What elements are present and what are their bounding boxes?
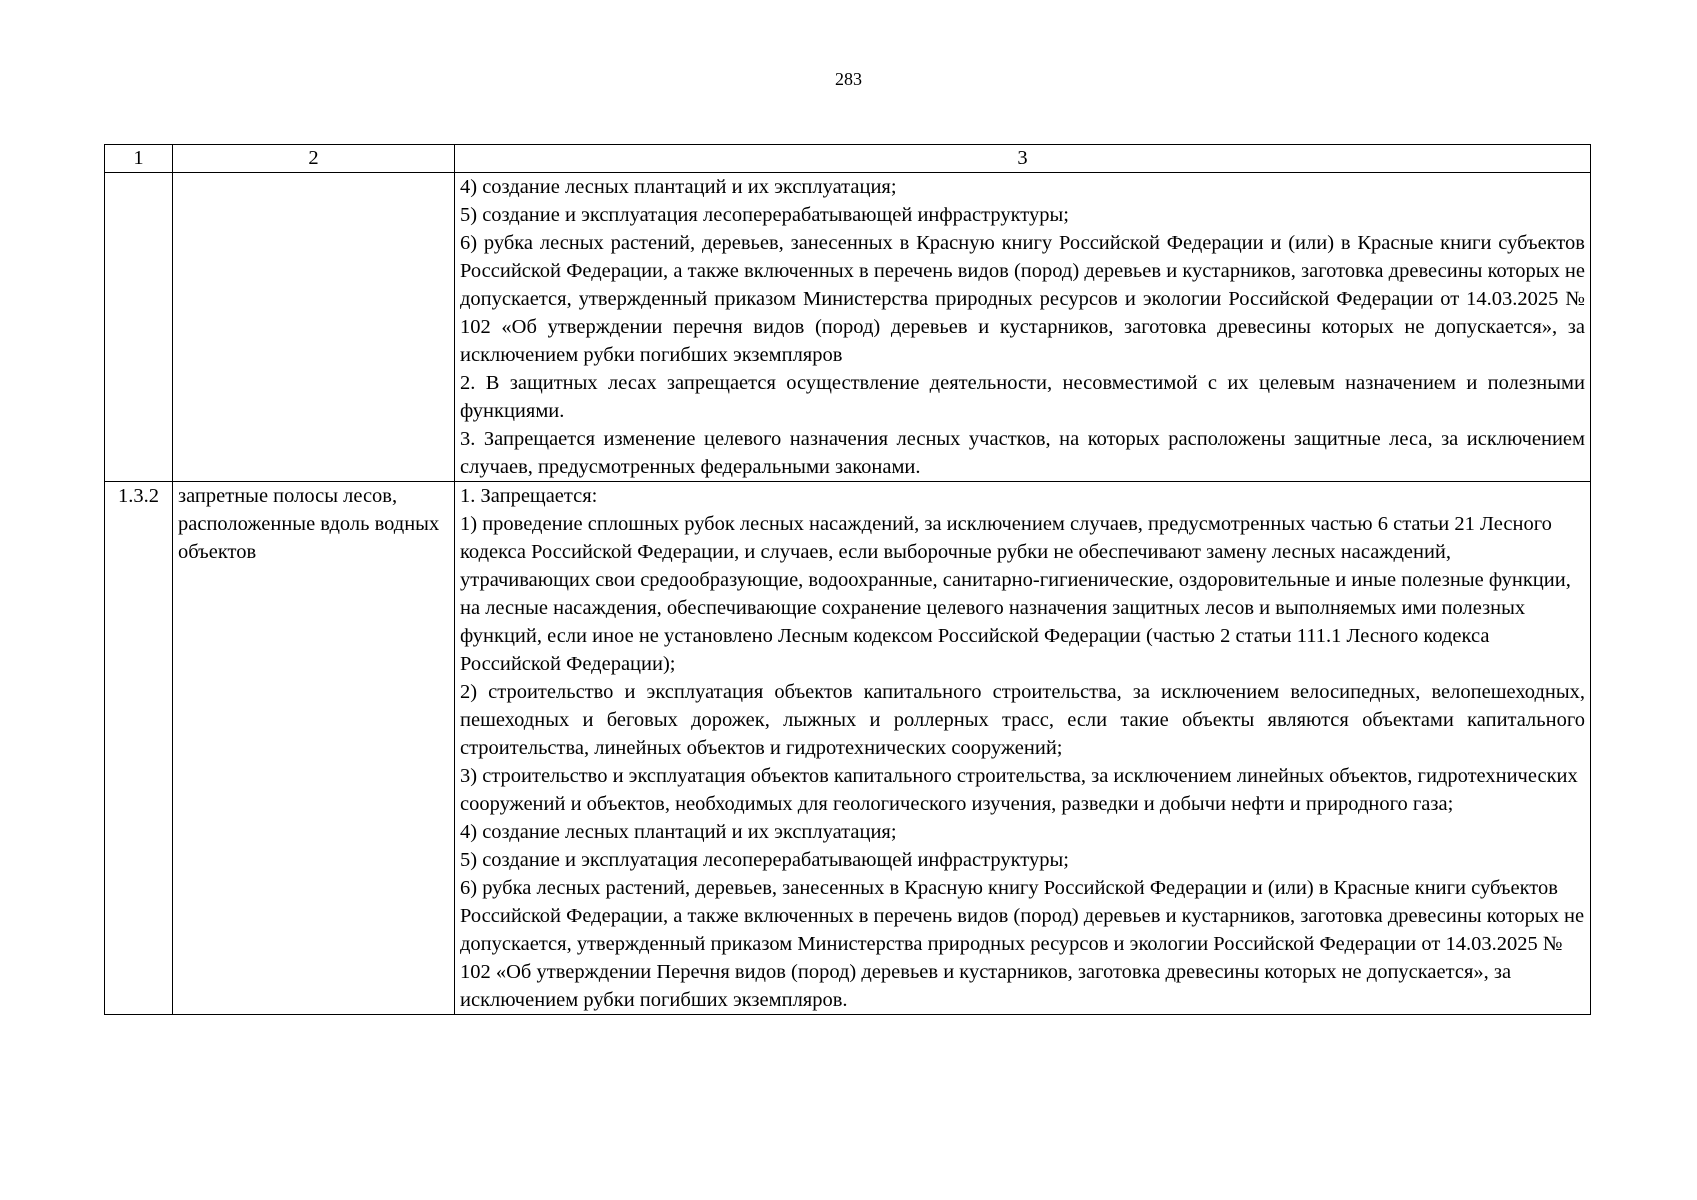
table-row bbox=[105, 482, 1591, 1015]
zone-name-cell bbox=[173, 173, 455, 482]
restriction-paragraph: 5) создание и эксплуатация лесоперерабатывающей инфраструктуры; bbox=[460, 849, 1069, 871]
restrictions-cell bbox=[455, 482, 1591, 1015]
table-row bbox=[105, 173, 1591, 482]
restriction-paragraph: 4) создание лесных плантаций и их эксплуатация; bbox=[460, 821, 897, 843]
restriction-paragraph: 5) создание и эксплуатация лесоперерабатывающей инфраструктуры; bbox=[460, 204, 1069, 226]
row-number-cell: 1.3.2 bbox=[105, 482, 173, 1015]
restriction-paragraph: 6) рубка лесных растений, деревьев, занесенных в Красную книгу Российской Федерации и (или) в Красные книги субъектов Российской Федерации, а также включенных в перечень видов (пород) деревьев и кустарников, заготовка древесины которых не допускается, утвержденный приказом Министерства природных ресурсов и экологии Российской Федерации от 14.03.2025 № 102 «Об утверждении Перечня видов (пород) деревьев и кустарников, заготовка древесины которых не допускается», за исключением рубки погибших экземпляров. bbox=[460, 877, 1585, 1011]
restriction-paragraph: 1) проведение сплошных рубок лесных насаждений, за исключением случаев, предусмотренных частью 6 статьи 21 Лесного кодекса Российской Федерации, и случаев, если выборочные рубки не обеспечивают замену лесных насаждений, утрачивающих свои средообразующие, водоохранные, санитарно-гигиенические, оздоровительные и иные полезные функции, на лесные насаждения, обеспечивающие сохранение целевого назначения защитных лесов и выполняемых ими полезных функций, если иное не установлено Лесным кодексом Российской Федерации (частью 2 статьи 111.1 Лесного кодекса Российской Федерации); bbox=[460, 513, 1571, 675]
restriction-paragraph: 3) строительство и эксплуатация объектов капитального строительства, за исключением линейных объектов, гидротехнических сооружений и объектов, необходимых для геологического изучения, разведки и добычи нефти и природного газа; bbox=[460, 765, 1578, 815]
row-number-cell bbox=[105, 173, 173, 482]
restriction-paragraph: 6) рубка лесных растений, деревьев, занесенных в Красную книгу Российской Федерации и (или) в Красные книги субъектов Российской Федерации, а также включенных в перечень видов (пород) деревьев и кустарников, заготовка древесины которых не допускается, утвержденный приказом Министерства природных ресурсов и экологии Российской Федерации от 14.03.2025 № 102 «Об утверждении перечня видов (пород) деревьев и кустарников, заготовка древесины которых не допускается», за исключением рубки погибших экземпляров bbox=[460, 232, 1585, 366]
restriction-paragraph: 1. Запрещается: bbox=[460, 485, 598, 507]
column-header: 3 bbox=[455, 145, 1591, 173]
restriction-paragraph: 2) строительство и эксплуатация объектов капитального строительства, за исключением велосипедных, велопешеходных, пешеходных и беговых дорожек, лыжных и роллерных трасс, если такие объекты являются объектами капитального строительства, линейных объектов и гидротехнических сооружений; bbox=[460, 681, 1585, 759]
restriction-paragraph: 2. В защитных лесах запрещается осуществление деятельности, несовместимой с их целевым назначением и полезными функциями. bbox=[460, 372, 1585, 422]
restrictions-cell bbox=[455, 173, 1591, 482]
table-header-row bbox=[105, 145, 1591, 173]
regulations-table bbox=[104, 144, 1591, 1015]
column-header: 1 bbox=[105, 145, 173, 173]
restriction-paragraph: 4) создание лесных плантаций и их эксплуатация; bbox=[460, 176, 897, 198]
zone-name-cell: запретные полосы лесов, расположенные вдоль водных объектов bbox=[173, 482, 455, 1015]
page-number: 283 bbox=[835, 69, 862, 89]
restriction-paragraph: 3. Запрещается изменение целевого назначения лесных участков, на которых расположены защитные леса, за исключением случаев, предусмотренных федеральными законами. bbox=[460, 428, 1585, 478]
column-header: 2 bbox=[173, 145, 455, 173]
